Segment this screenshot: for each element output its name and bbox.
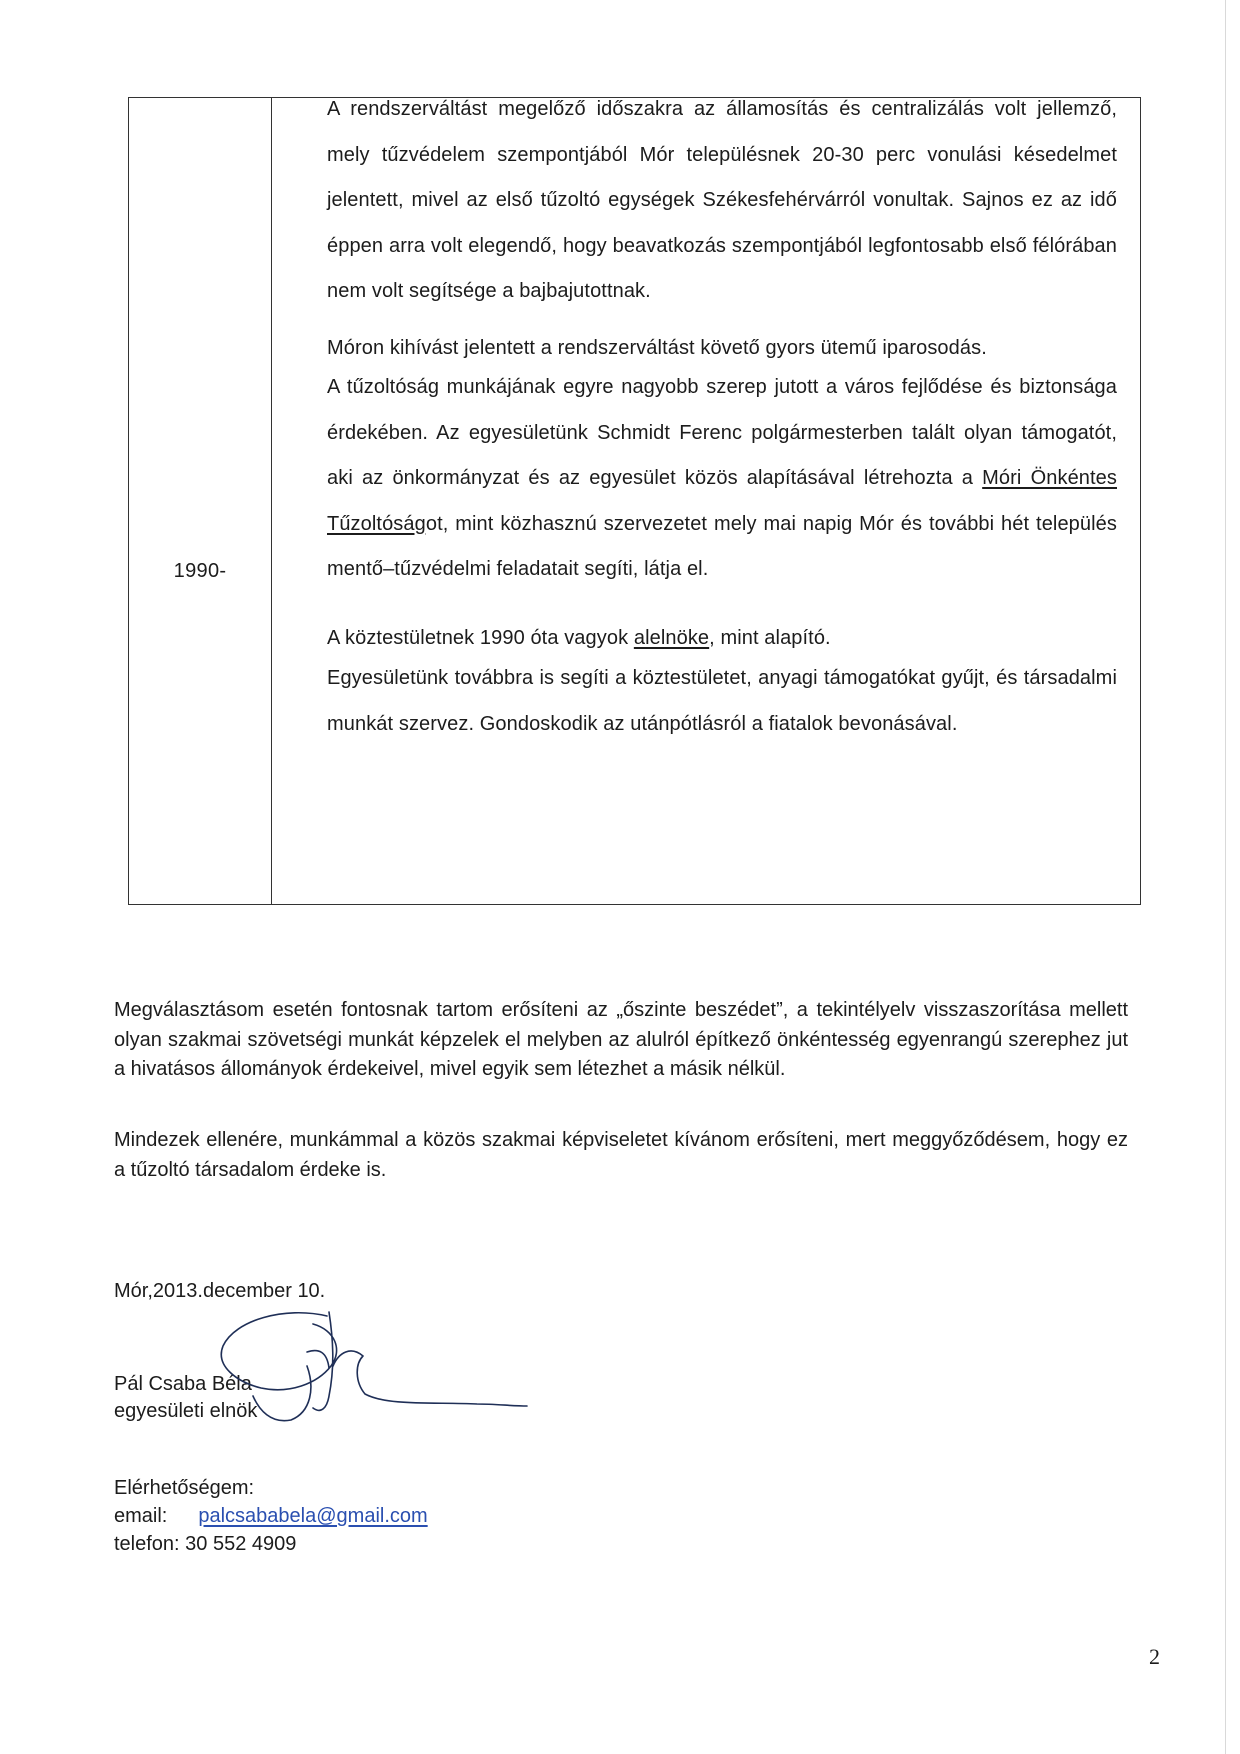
history-paragraph-2: Móron kihívást jelentett a rendszerváltást követő gyors ütemű iparosodás. xyxy=(327,337,987,359)
history-paragraph-4 xyxy=(327,616,1117,662)
contact-heading: Elérhetőségem: xyxy=(114,1477,255,1499)
contact-phone-row xyxy=(114,1530,296,1559)
signer-name: Pál Csaba Béla xyxy=(114,1373,252,1395)
history-paragraph-4-text-a: A köztestületnek 1990 óta vagyok xyxy=(327,627,634,649)
history-table xyxy=(128,97,1141,905)
year-cell xyxy=(129,98,272,904)
scan-page-edge xyxy=(1225,0,1226,1754)
history-paragraph-3 xyxy=(327,365,1117,593)
phone-number: 30 552 4909 xyxy=(185,1533,297,1555)
signer-role: egyesületi elnök xyxy=(114,1400,258,1422)
history-paragraph-3-text-b: ot, mint közhasznú szervezetet mely mai napig Mór és további hét település mentő–tűzvédelmi feladatait segíti, látja el. xyxy=(327,512,1117,580)
statement-paragraph-2: Mindezek ellenére, munkámmal a közös szakmai képviseletet kívánom erősíteni, mert meggyőződésem, hogy ez a tűzoltó társadalom érdeke is. xyxy=(114,1129,1128,1181)
statement-paragraph-1: Megválasztásom esetén fontosnak tartom erősíteni az „őszinte beszédet”, a tekintélyelv visszaszorítása mellett olyan szakmai szövetségi munkát képzelek el melyben az alulról építkező önkéntesség egyenrangú szerephez jut a hivatásos állományok érdekeivel, mivel egyik sem létezhet a másik nélkül. xyxy=(114,999,1128,1080)
contact-email-row xyxy=(114,1502,428,1531)
alelnoke-link[interactable]: alelnöke xyxy=(633,627,710,649)
email-label: email: xyxy=(114,1505,168,1527)
year-label: 1990- xyxy=(173,560,227,582)
history-paragraph-1: A rendszerváltást megelőző időszakra az államosítás és centralizálás volt jellemző, mely tűzvédelem szempontjából Mór településnek 20-30 perc vonulási késedelmet jelentett, mivel az első tűzoltó egységek Székesfehérvárról vonultak. Sajnos ez az idő éppen arra volt elegendő, hogy beavatkozás szempontjából legfontosabb első félórában nem volt segítsége a bajbajutottnak. xyxy=(327,98,1117,302)
history-paragraph-5: Egyesületünk továbbra is segíti a köztestületet, anyagi támogatókat gyűjt, és társadalmi munkát szervez. Gondoskodik az utánpótlásról a fiatalok bevonásával. xyxy=(327,667,1117,735)
history-paragraph-3-text-a: A tűzoltóság munkájának egyre nagyobb szerep jutott a város fejlődése és biztonsága érdekében. Az egyesületünk Schmidt Ferenc polgármesterben talált olyan támogatót, aki az önkormányzat és az egyesület közös alapításával létrehozta a xyxy=(327,376,1117,489)
history-paragraph-4-text-b: , mint alapító. xyxy=(709,627,831,649)
phone-label: telefon: xyxy=(114,1533,180,1555)
mori-tuzoltosag-link[interactable]: Móri Önkéntes Tűzoltóság xyxy=(327,467,1117,535)
place-date: Mór,2013.december 10. xyxy=(114,1280,326,1302)
handwritten-signature xyxy=(215,1308,535,1430)
page-number: 2 xyxy=(1149,1644,1160,1669)
email-link[interactable]: palcsababela@gmail.com xyxy=(198,1505,428,1527)
